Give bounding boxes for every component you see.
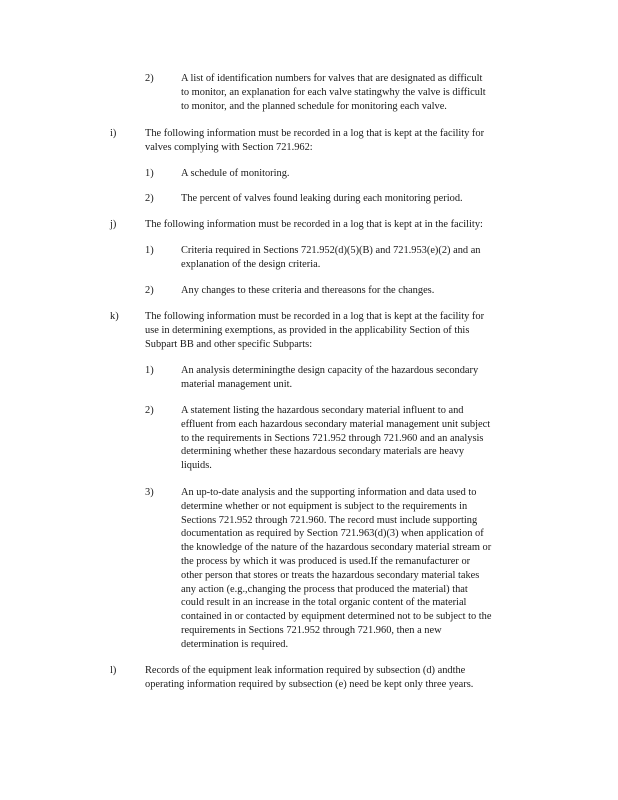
item-label: 1) (145, 168, 154, 179)
item-label: k) (110, 311, 119, 322)
item-text: The percent of valves found leaking during each monitoring period. (181, 193, 463, 204)
item-label: j) (110, 219, 117, 230)
item-text: The following information must be recorded in a log that is kept at in the facility: (145, 219, 483, 230)
item-text: A statement listing the hazardous secondary material influent to and effluent from each hazardous secondary material management unit subject to the requirements in Sections 721.952 through 721.960 and an analysis determining whether these hazardous secondary materials are heavy liquids. (181, 405, 491, 472)
item-label: 2) (145, 405, 154, 416)
item-text: A schedule of monitoring. (181, 168, 290, 179)
item-label: 1) (145, 245, 154, 256)
item-text: An analysis determiningthe design capacity of the hazardous secondary material management unit. (181, 365, 479, 390)
item-text: The following information must be recorded in a log that is kept at the facility for valves complying with Section 721.962: (145, 128, 485, 153)
item-text: A list of identification numbers for valves that are designated as difficult to monitor, an explanation for each valve statingwhy the valve is difficult to monitor, and the planned schedule for monitoring each valve. (181, 73, 486, 112)
item-label: 3) (145, 487, 154, 498)
item-label: l) (110, 665, 117, 676)
item-text: Criteria required in Sections 721.952(d)(5)(B) and 721.953(e)(2) and an explanation of the design criteria. (181, 245, 481, 270)
item-text: Records of the equipment leak information required by subsection (d) andthe operating information required by subsection (e) need be kept only three years. (145, 665, 474, 690)
item-label: 1) (145, 365, 154, 376)
item-label: i) (110, 128, 117, 139)
item-text: Any changes to these criteria and thereasons for the changes. (181, 285, 435, 296)
item-label: 2) (145, 193, 154, 204)
item-label: 2) (145, 73, 154, 84)
item-label: 2) (145, 285, 154, 296)
item-text: The following information must be recorded in a log that is kept at the facility for use in determining exemptions, as provided in the applicability Section of this Subpart BB and other specific Subparts: (145, 311, 485, 350)
item-text: An up-to-date analysis and the supporting information and data used to determine whether or not equipment is subject to the requirements in Sections 721.952 through 721.960. The record must include supporting documentation as required by Section 721.963(d)(3) when application of the knowledge of the nature of the hazardous secondary material stream or the process by which it was produced is used.If the remanufacturer or other person that stores or treats the hazardous secondary material takes any action (e.g.,changing the process that produced the material) that could result in an increase in the total organic content of the material contained in or contacted by equipment determined not to be subject to the requirements in Sections 721.952 through 721.960, then a new determination is required. (181, 487, 492, 650)
